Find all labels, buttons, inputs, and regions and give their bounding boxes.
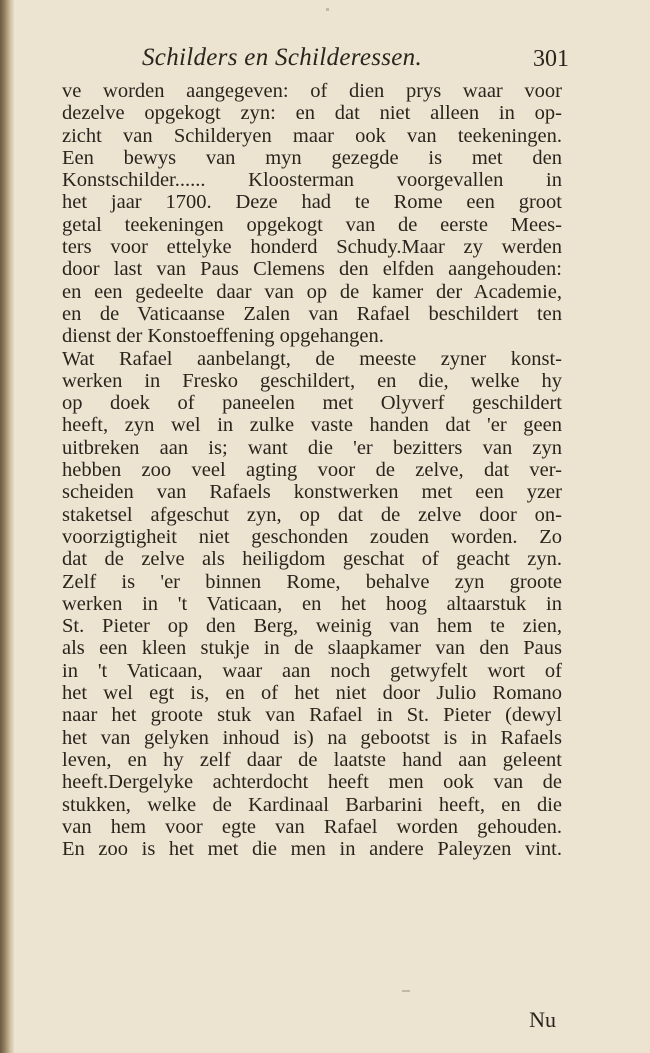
text-line: op doek of paneelen met Olyverf geschildert <box>62 392 562 415</box>
book-page <box>62 40 569 1032</box>
text-line: werken in Fresko geschildert, en die, welke hy <box>62 369 562 392</box>
text-line: het van gelyken inhoud is) na gebootst is in Rafaels <box>62 726 562 749</box>
text-line: het jaar 1700. Deze had te Rome een groot <box>62 191 562 214</box>
ink-smudge <box>402 990 410 992</box>
text-line: door last van Paus Clemens den elfden aangehouden: <box>62 258 562 281</box>
text-line: heeft, zyn wel in zulke vaste handen dat 'er geen <box>62 414 562 437</box>
text-line: uitbreken aan is; want die 'er bezitters van zyn <box>62 436 562 459</box>
text-line: Wat Rafael aanbelangt, de meeste zyner konst- <box>62 347 562 370</box>
ink-smudge <box>326 8 329 11</box>
text-line: dienst der Konstoeffening opgehangen. <box>62 325 384 348</box>
text-line: dezelve opgekogt zyn: en dat niet alleen in op- <box>62 102 562 125</box>
text-line: naar het groote stuk van Rafael in St. Pieter (dewyl <box>62 704 562 727</box>
text-line: en de Vaticaanse Zalen van Rafael beschildert ten <box>62 302 562 325</box>
text-line: hebben zoo veel agting voor de zelve, dat ver- <box>62 459 562 482</box>
text-line: en een gedeelte daar van op de kamer der Academie, <box>62 280 562 303</box>
running-head <box>62 40 569 80</box>
text-line: voorzigtigheit niet geschonden zouden worden. Zo <box>62 525 562 548</box>
text-line: ve worden aangegeven: of dien prys waar voor <box>62 80 562 102</box>
text-line: in 't Vaticaan, waar aan noch getwyfelt wort of <box>62 659 562 682</box>
text-line: van hem voor egte van Rafael worden gehouden. <box>62 815 562 838</box>
text-line: zicht van Schilderyen maar ook van teekeningen. <box>62 124 562 147</box>
text-line: als een kleen stukje in de slaapkamer van den Paus <box>62 637 562 660</box>
text-line: staketsel afgeschut zyn, op dat de zelve door on- <box>62 503 562 526</box>
text-line: St. Pieter op den Berg, weinig van hem te zien, <box>62 615 562 638</box>
text-line: getal teekeningen opgekogt van de eerste Mees- <box>62 213 562 236</box>
book-binding-edge <box>0 0 14 1053</box>
text-line: heeft.Dergelyke achterdocht heeft men ook van de <box>62 771 562 794</box>
text-line: stukken, welke de Kardinaal Barbarini heeft, en die <box>62 793 562 816</box>
running-title: Schilders en Schilderessen. <box>142 44 423 71</box>
body-text <box>62 80 562 860</box>
text-line: Zelf is 'er binnen Rome, behalve zyn groote <box>62 570 562 593</box>
text-line: scheiden van Rafaels konstwerken met een yzer <box>62 481 562 504</box>
text-line: En zoo is het met die men in andere Paleyzen vint. <box>62 838 562 861</box>
text-line: werken in 't Vaticaan, en het hoog altaarstuk in <box>62 592 562 615</box>
text-line: Konstschilder...... Kloosterman voorgevallen in <box>62 169 562 192</box>
text-line: ters voor ettelyke honderd Schudy.Maar zy werden <box>62 236 562 259</box>
catchword: Nu <box>529 1007 556 1032</box>
page-number: 301 <box>533 46 569 72</box>
text-line: het wel egt is, en of het niet door Julio Romano <box>62 682 562 705</box>
text-line: dat de zelve als heiligdom geschat of geacht zyn. <box>62 548 562 571</box>
text-line: Een bewys van myn gezegde is met den <box>62 146 562 169</box>
text-line: leven, en hy zelf daar de laatste hand aan geleent <box>62 748 562 771</box>
